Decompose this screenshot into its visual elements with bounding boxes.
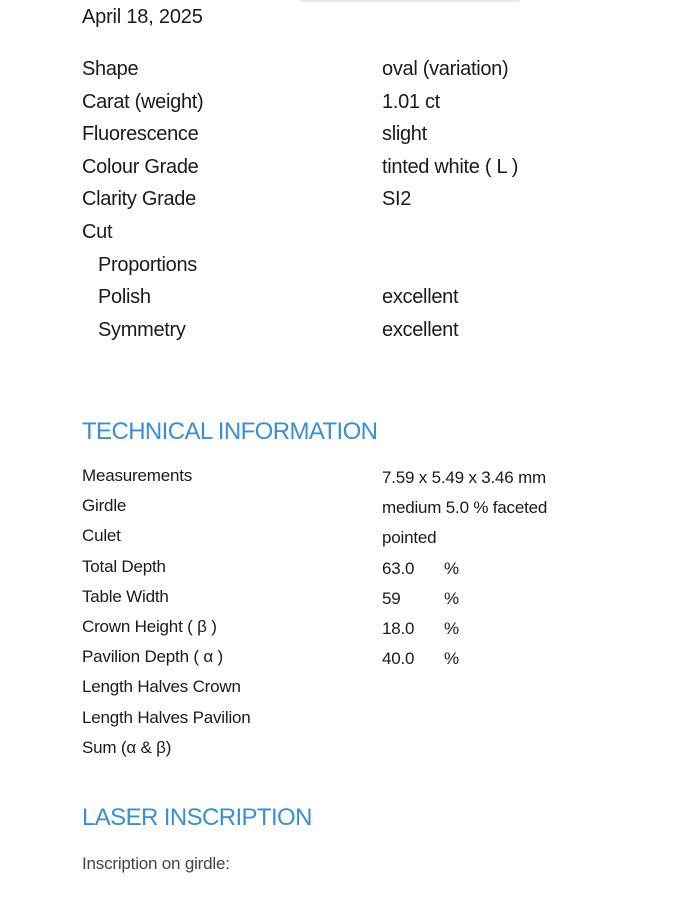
report-date: April 18, 2025	[82, 6, 203, 28]
technical-value	[382, 649, 459, 669]
header-decoration	[300, 0, 520, 2]
technical-label: Girdle	[82, 496, 127, 516]
technical-label: Sum (α & β)	[82, 737, 172, 757]
grading-row	[82, 254, 602, 287]
technical-unit: %	[444, 558, 459, 578]
technical-row	[82, 708, 622, 738]
technical-unit: %	[444, 588, 459, 608]
grading-row	[82, 286, 602, 319]
grading-row	[82, 319, 602, 352]
technical-row	[82, 647, 622, 677]
technical-row	[82, 466, 622, 496]
grading-label: Symmetry	[98, 318, 186, 341]
technical-label: Table Width	[82, 586, 169, 606]
technical-value	[382, 589, 459, 609]
technical-unit: %	[444, 649, 459, 669]
technical-row	[82, 526, 622, 556]
grading-label: Clarity Grade	[82, 188, 196, 211]
grading-row	[82, 58, 602, 91]
grading-row	[82, 188, 602, 221]
laser-inscription-heading: LASER INSCRIPTION	[82, 804, 312, 831]
technical-label: Measurements	[82, 466, 193, 485]
technical-number: 7.59 x 5.49 x 3.46 mm	[382, 468, 546, 487]
technical-number: pointed	[382, 528, 437, 548]
technical-row	[82, 587, 622, 617]
technical-value	[382, 468, 546, 488]
technical-label: Pavilion Depth ( α )	[82, 647, 223, 667]
technical-number: 40.0	[382, 649, 415, 669]
technical-row	[82, 617, 622, 647]
technical-row	[82, 557, 622, 587]
grading-label: Fluorescence	[82, 123, 199, 146]
technical-row	[82, 677, 622, 707]
grading-value: tinted white ( L )	[382, 155, 519, 178]
technical-value	[382, 619, 459, 639]
grading-value: oval (variation)	[382, 58, 509, 80]
technical-label: Length Halves Crown	[82, 677, 241, 697]
technical-value	[382, 559, 459, 579]
grading-label: Carat (weight)	[82, 90, 204, 113]
grading-row	[82, 156, 602, 189]
grading-table	[82, 58, 602, 351]
technical-number: medium 5.0 % faceted	[382, 498, 548, 518]
grading-value: slight	[382, 123, 427, 146]
technical-row	[82, 496, 622, 526]
technical-number: 18.0	[382, 618, 415, 638]
technical-label: Crown Height ( β )	[82, 616, 217, 636]
technical-label: Total Depth	[82, 556, 166, 576]
grading-label: Colour Grade	[82, 155, 199, 178]
technical-number: 63.0	[382, 558, 415, 578]
technical-value	[382, 498, 547, 518]
grading-row	[82, 91, 602, 124]
technical-unit: %	[444, 618, 459, 638]
technical-row	[82, 738, 622, 768]
grading-label: Proportions	[98, 253, 197, 276]
technical-information-heading: TECHNICAL INFORMATION	[82, 418, 378, 445]
grading-value: SI2	[382, 188, 412, 211]
grading-label: Polish	[98, 286, 151, 309]
technical-information-table	[82, 466, 622, 768]
inscription-label: Inscription on girdle:	[82, 854, 230, 873]
technical-label: Length Halves Pavilion	[82, 707, 251, 727]
technical-number: 59	[382, 588, 401, 608]
grading-value: excellent	[382, 286, 459, 309]
grading-row	[82, 221, 602, 254]
grading-row	[82, 123, 602, 156]
technical-value	[382, 528, 436, 548]
grading-value: excellent	[382, 318, 459, 341]
grading-value: 1.01 ct	[382, 90, 440, 113]
grading-label: Shape	[82, 58, 139, 80]
technical-label: Culet	[82, 526, 121, 546]
grading-label: Cut	[82, 220, 113, 243]
